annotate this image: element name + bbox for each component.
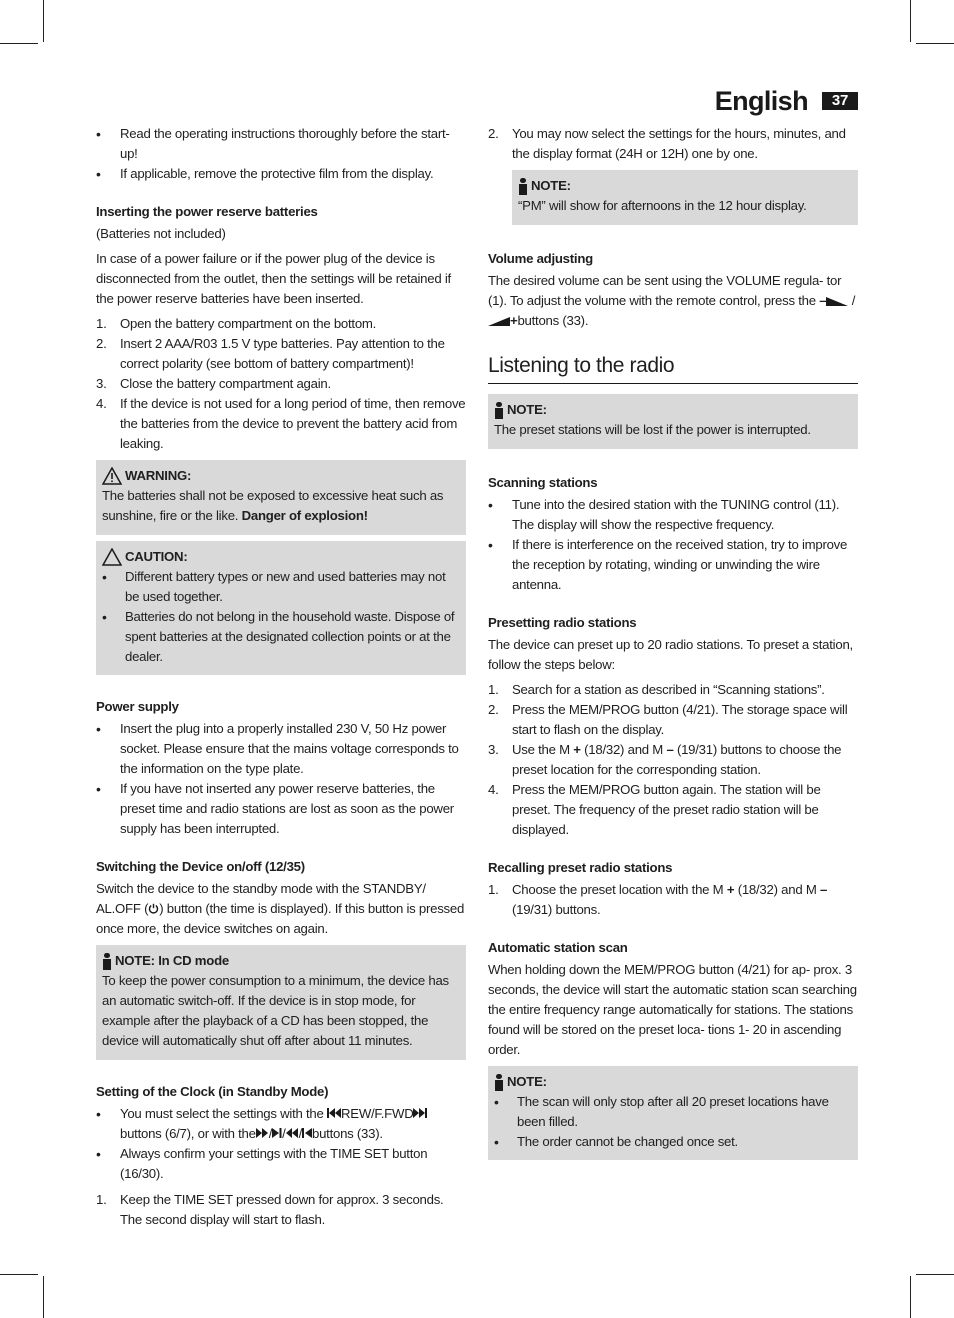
- clock-steps-continued: [488, 124, 858, 164]
- scan-note-list: [494, 1092, 852, 1152]
- cd-note-title-row: [102, 951, 460, 971]
- section-title-radio: Listening to the radio: [488, 353, 858, 384]
- heading-scanning: Scanning stations: [488, 475, 598, 490]
- minus-symbol: –: [819, 882, 828, 897]
- step-text: Keep the TIME SET pressed down for approx. 3 seconds. The second display will start to flash.: [120, 1192, 444, 1227]
- list-item: [488, 780, 858, 840]
- right-column: [488, 124, 858, 1166]
- clock-text: You must select the settings with the: [120, 1106, 324, 1121]
- caution-title-row: [102, 547, 460, 567]
- previous-icon: [302, 1128, 312, 1138]
- preset-note-box: [488, 394, 858, 449]
- pm-note-box: [512, 170, 858, 225]
- preset-note-title-row: [494, 400, 852, 420]
- cd-note-box: [96, 945, 466, 1060]
- list-item: [488, 124, 858, 164]
- step-text: Search for a station as described in “Scanning stations”.: [512, 682, 825, 697]
- heading-autoscan: Automatic station scan: [488, 940, 628, 955]
- step-number: 1.: [96, 316, 107, 331]
- list-item: [488, 880, 858, 920]
- page-number: 37: [822, 92, 858, 110]
- switching-text: ) button (the time is displayed). If this button is pressed once more, the device switches on again.: [96, 901, 465, 936]
- crop-mark: [0, 1274, 38, 1275]
- crop-mark: [43, 1276, 44, 1318]
- skip-forward-icon: [256, 1128, 269, 1138]
- info-icon: [102, 952, 112, 970]
- left-column: [96, 124, 466, 1234]
- step-number: 2.: [488, 702, 499, 717]
- crop-mark: [910, 0, 911, 42]
- skip-back-icon: [286, 1128, 299, 1138]
- info-icon: [494, 401, 504, 419]
- step-number: 3.: [96, 376, 107, 391]
- list-item: • The scan will only stop after all 20 preset locations have been filled.: [494, 1092, 852, 1132]
- volume-down-icon: [826, 297, 848, 306]
- clock-steps: [96, 1190, 466, 1230]
- list-item: • Read the operating instructions thoroughly before the start-up!: [96, 124, 466, 164]
- switching-para: [96, 879, 466, 939]
- step-text: (18/32) and M: [584, 742, 664, 757]
- presetting-steps: [488, 680, 858, 840]
- switching-text: Switch the device to the standby mode with the STANDBY/ AL.OFF (: [96, 881, 426, 916]
- list-item: • If you have not inserted any power reserve batteries, the preset time and radio stations are lost as soon as the power supply has been interrupted.: [96, 779, 466, 839]
- page-header: [715, 84, 858, 118]
- list-item: [96, 314, 466, 334]
- clock-list: [96, 1104, 466, 1184]
- step-text: Open the battery compartment on the bottom.: [120, 316, 377, 331]
- step-text: Press the MEM/PROG button (4/21). The storage space will start to flash on the display.: [512, 702, 848, 737]
- clock-text: buttons (33).: [311, 1126, 383, 1141]
- warning-emphasis: Danger of explosion!: [241, 508, 368, 523]
- warning-icon: [102, 467, 122, 485]
- info-icon: [518, 177, 528, 195]
- list-item: • If applicable, remove the protective film from the display.: [96, 164, 466, 184]
- list-item: [96, 394, 466, 454]
- preset-note-title: NOTE:: [507, 402, 547, 417]
- step-text: If the device is not used for a long period of time, then remove the batteries from the device to prevent the battery acid from leaking.: [120, 396, 466, 451]
- crop-mark: [0, 43, 38, 44]
- list-item: [488, 680, 858, 700]
- batteries-note: (Batteries not included): [96, 226, 226, 241]
- scan-note-title: NOTE:: [507, 1074, 547, 1089]
- power-icon: [148, 903, 159, 914]
- step-text: You may now select the settings for the hours, minutes, and the display format (24H or 12H) one by one.: [512, 126, 846, 161]
- caution-box: [96, 541, 466, 675]
- step-number: 4.: [488, 782, 499, 797]
- power-list: [96, 719, 466, 839]
- minus-symbol: –: [666, 742, 674, 757]
- step-number: 3.: [488, 742, 499, 757]
- minus-symbol: –: [819, 293, 827, 308]
- info-icon: [494, 1073, 504, 1091]
- step-text: Choose the preset location with the M: [512, 882, 724, 897]
- list-item: • Batteries do not belong in the household waste. Dispose of spent batteries at the designated collection points or at the dealer.: [102, 607, 460, 667]
- step-number: 4.: [96, 396, 107, 411]
- volume-text: The desired volume can be sent using the VOLUME regula- tor (1). To adjust the volume with the remote control, press the: [488, 273, 842, 308]
- heading-switching: Switching the Device on/off (12/35): [96, 859, 305, 874]
- step-number: 1.: [488, 682, 499, 697]
- pm-note-title: NOTE:: [531, 178, 571, 193]
- heading-recalling: Recalling preset radio stations: [488, 860, 673, 875]
- step-text: (18/32) and M: [737, 882, 817, 897]
- caution-list: [102, 567, 460, 667]
- warning-text: [102, 486, 460, 526]
- fast-forward-icon: [413, 1108, 427, 1118]
- scan-note-title-row: [494, 1072, 852, 1092]
- list-item: [96, 334, 466, 374]
- crop-mark: [916, 43, 954, 44]
- plus-symbol: +: [726, 882, 735, 897]
- scanning-list: [488, 495, 858, 595]
- plus-symbol: +: [573, 742, 581, 757]
- preset-note-text: The preset stations will be lost if the power is interrupted.: [494, 422, 811, 437]
- step-text: (19/31) buttons to choose the preset location for the corresponding station.: [512, 742, 842, 777]
- slash: /: [851, 293, 856, 308]
- warning-body: The batteries shall not be exposed to excessive heat such as sunshine, fire or the like.: [102, 488, 444, 523]
- heading-batteries: Inserting the power reserve batteries: [96, 204, 318, 219]
- batteries-para: In case of a power failure or if the power plug of the device is disconnected from the outlet, then the settings will be retained if the power reserve batteries have been inserted.: [96, 251, 451, 306]
- list-item: • Always confirm your settings with the TIME SET button (16/30).: [96, 1144, 466, 1184]
- language-title: English: [714, 86, 808, 116]
- pm-note-title-row: [518, 176, 852, 196]
- cd-note-text: To keep the power consumption to a minimum, the device has an automatic switch-off. If the device is in stop mode, for example after the playback of a CD has been stopped, the device will automatically shut off after about 11 minutes.: [102, 973, 449, 1048]
- pm-note-text: “PM” will show for afternoons in the 12 hour display.: [518, 198, 807, 213]
- autoscan-para: When holding down the MEM/PROG button (4/21) for ap- prox. 3 seconds, the device will start the automatic station scan searching the entire frequency range automatically for stations. The stations found will be stored on the preset loca- tions 1- 20 in ascending order.: [488, 962, 857, 1057]
- list-item: [96, 374, 466, 394]
- list-item: [488, 700, 858, 740]
- heading-clock: Setting of the Clock (in Standby Mode): [96, 1084, 329, 1099]
- step-number: 2.: [96, 336, 107, 351]
- rewind-icon: [327, 1108, 341, 1118]
- crop-mark: [916, 1274, 954, 1275]
- clock-text: buttons (6/7), or with the: [120, 1126, 256, 1141]
- caution-icon: [102, 548, 122, 566]
- intro-list: [96, 124, 466, 184]
- list-item: [488, 740, 858, 780]
- list-item: • If there is interference on the received station, try to improve the reception by rotating, winding or unwinding the wire antenna.: [488, 535, 858, 595]
- list-item: • Insert the plug into a properly installed 230 V, 50 Hz power socket. Please ensure that the mains voltage corresponds to the information on the type plate.: [96, 719, 466, 779]
- heading-power: Power supply: [96, 699, 179, 714]
- caution-title: CAUTION:: [125, 549, 188, 564]
- scan-note-box: [488, 1066, 858, 1160]
- step-text: Press the MEM/PROG button again. The station will be preset. The frequency of the preset radio station will be displayed.: [512, 782, 821, 837]
- heading-volume: Volume adjusting: [488, 251, 593, 266]
- step-number: 1.: [96, 1192, 107, 1207]
- next-icon: [272, 1128, 282, 1138]
- warning-title: WARNING:: [125, 468, 192, 483]
- warning-box: [96, 460, 466, 535]
- volume-para: [488, 271, 858, 331]
- cd-note-title: NOTE: In CD mode: [115, 953, 229, 968]
- crop-mark: [43, 0, 44, 42]
- step-text: Close the battery compartment again.: [120, 376, 331, 391]
- list-item: • Tune into the desired station with the TUNING control (11). The display will show the respective frequency.: [488, 495, 858, 535]
- step-text: Insert 2 AAA/R03 1.5 V type batteries. Pay attention to the correct polarity (see bottom of battery compartment)!: [120, 336, 445, 371]
- plus-symbol: +: [510, 313, 518, 328]
- batteries-steps: [96, 314, 466, 454]
- crop-mark: [910, 1276, 911, 1318]
- list-item: • Different battery types or new and used batteries may not be used together.: [102, 567, 460, 607]
- heading-presetting: Presetting radio stations: [488, 615, 637, 630]
- volume-text: buttons (33).: [517, 313, 589, 328]
- warning-title-row: [102, 466, 460, 486]
- clock-text: REW/F.FWD: [341, 1106, 414, 1121]
- recalling-steps: [488, 880, 858, 920]
- step-text: (19/31) buttons.: [512, 902, 601, 917]
- list-item: [96, 1190, 466, 1230]
- volume-up-icon: [488, 317, 510, 326]
- step-number: 2.: [488, 126, 499, 141]
- step-text: Use the M: [512, 742, 570, 757]
- list-item: • The order cannot be changed once set.: [494, 1132, 852, 1152]
- step-number: 1.: [488, 882, 499, 897]
- list-item: • You must select the settings with the REW/F.FWD buttons (6/7), or with the / / / buttons (33).: [96, 1104, 466, 1144]
- presetting-para: The device can preset up to 20 radio stations. To preset a station, follow the steps below:: [488, 637, 853, 672]
